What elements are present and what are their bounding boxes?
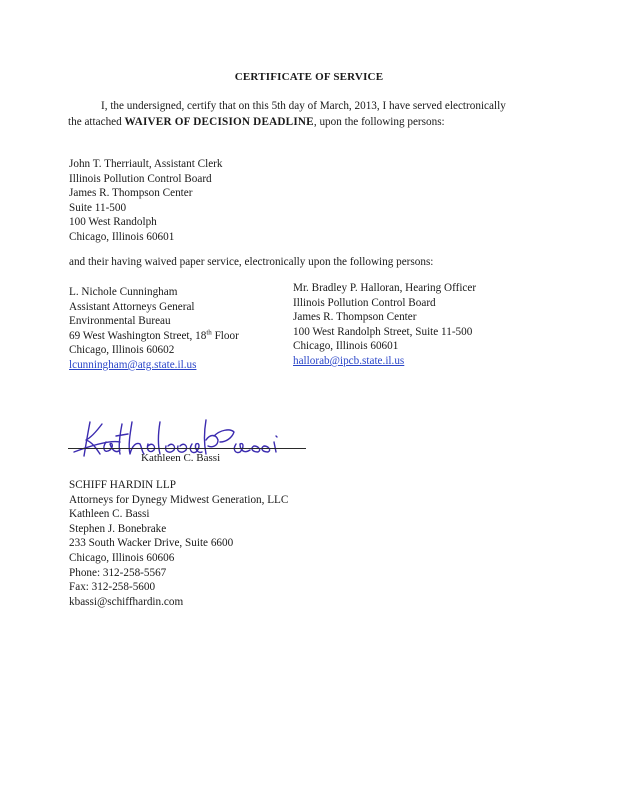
street-prefix: 69 West Washington Street, 18 <box>69 329 207 342</box>
document-title: CERTIFICATE OF SERVICE <box>234 71 384 83</box>
recipient-right-building: James R. Thompson Center <box>293 311 417 324</box>
recipient-right-email-link[interactable]: hallorab@ipcb.state.il.us <box>293 354 405 367</box>
recipient-left-name: L. Nichole Cunningham <box>69 286 178 298</box>
recipient-right-street: 100 West Randolph Street, Suite 11-500 <box>293 325 473 338</box>
recipient-city: Chicago, Illinois 60601 <box>69 230 175 243</box>
firm-fax: Fax: 312-258-5600 <box>69 581 156 594</box>
recipient-name: John T. Therriault, Assistant Clerk <box>69 158 223 170</box>
primary-recipient-address <box>69 157 223 245</box>
signature-line <box>68 448 306 449</box>
recipient-left-bureau: Environmental Bureau <box>69 315 171 328</box>
statement-text-end: , upon the following persons: <box>313 115 445 128</box>
recipient-left-title: Assistant Attorneys General <box>69 300 195 313</box>
recipient-right-city: Chicago, Illinois 60601 <box>293 340 399 353</box>
firm-signature-block <box>69 478 288 609</box>
statement-text-start: I, the undersigned, certify that on this 5th day of March, 2013, I have served electronically the attached <box>68 100 506 128</box>
recipient-suite: Suite 11-500 <box>69 201 127 214</box>
firm-name: SCHIFF HARDIN LLP <box>69 479 176 491</box>
signer-typed-name: Kathleen C. Bassi <box>141 452 221 464</box>
recipient-right-organization: Illinois Pollution Control Board <box>293 296 436 309</box>
recipient-right-address <box>293 281 476 369</box>
firm-city: Chicago, Illinois 60606 <box>69 551 175 564</box>
recipient-street: 100 West Randolph <box>69 216 157 229</box>
recipient-right-name: Mr. Bradley P. Halloran, Hearing Officer <box>293 282 477 294</box>
firm-email: kbassi@schiffhardin.com <box>69 595 184 608</box>
recipient-left-street <box>69 329 239 344</box>
firm-role: Attorneys for Dynegy Midwest Generation, LLC <box>69 493 289 506</box>
recipient-left-email-link[interactable]: lcunningham@atg.state.il.us <box>69 358 197 371</box>
recipient-organization: Illinois Pollution Control Board <box>69 172 212 185</box>
recipient-left-address <box>69 285 239 373</box>
street-suffix: Floor <box>211 329 239 342</box>
attorney-name-1: Kathleen C. Bassi <box>69 508 150 521</box>
firm-phone: Phone: 312-258-5567 <box>69 566 167 579</box>
service-statement <box>68 99 508 130</box>
street-ordinal: th <box>206 328 212 337</box>
recipient-left-city: Chicago, Illinois 60602 <box>69 344 175 357</box>
waived-service-text: and their having waived paper service, electronically upon the following persons: <box>69 256 434 268</box>
attorney-name-2: Stephen J. Bonebrake <box>69 522 167 535</box>
firm-street: 233 South Wacker Drive, Suite 6600 <box>69 537 234 550</box>
document-name: WAIVER OF DECISION DEADLINE <box>124 115 314 128</box>
recipient-building: James R. Thompson Center <box>69 187 193 200</box>
